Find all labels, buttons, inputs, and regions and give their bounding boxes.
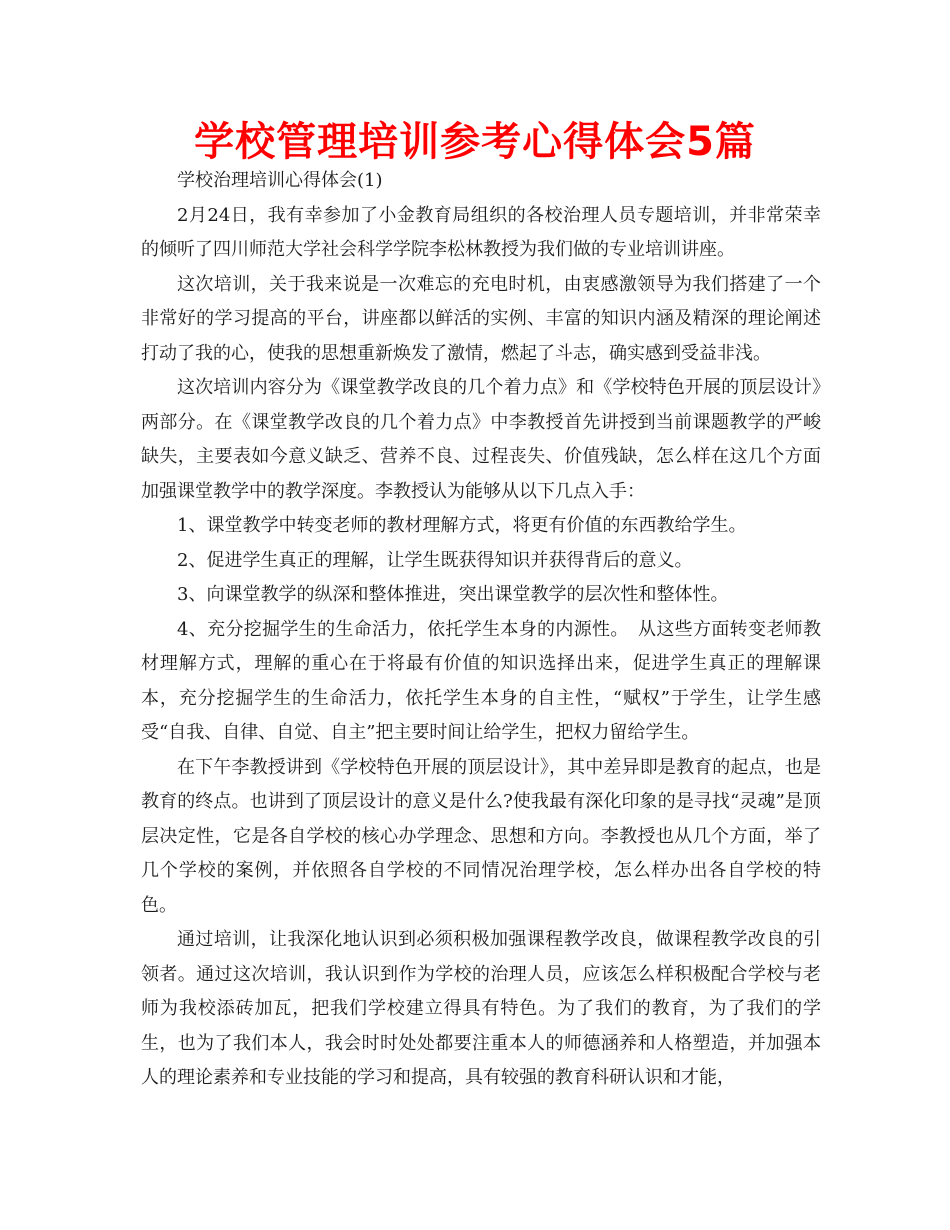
paragraph: 通过培训，让我深化地认识到必须积极加强课程教学改良，做课程教学改良的引领者。通过这次培训，我认识到作为学校的治理人员，应该怎么样积极配合学校与老师为我校添砖加瓦，把我们学校建立得具有特色。为了我们的教育，为了我们的学生，也为了我们本人，我会时时处处都要注重本人的师德涵养和人格塑造，并加强本人的理论素养和专业技能的学习和提高，具有较强的教育科研认识和才能，	[141, 929, 821, 1088]
list-item: 3、向课堂教学的纵深和整体推进，突出课堂教学的层次性和整体性。	[177, 584, 729, 605]
paragraph: 2月24日，我有幸参加了小金教育局组织的各校治理人员专题培训，并非常荣幸的倾听了四川师范大学社会科学学院李松林教授为我们做的专业培训讲座。	[141, 204, 821, 260]
section-heading: 学校治理培训心得体会(1)	[177, 170, 383, 191]
list-item: 2、促进学生真正的理解，让学生既获得知识并获得背后的意义。	[177, 549, 693, 571]
list-item: 1、课堂教学中转变老师的教材理解方式，将更有价值的东西教给学生。	[177, 515, 747, 536]
paragraph: 这次培训内容分为《课堂教学改良的几个着力点》和《学校特色开展的顶层设计》两部分。在《课堂教学改良的几个着力点》中李教授首先讲授到当前课题教学的严峻缺失，主要表如今意义缺乏、营养不良、过程丧失、价值残缺，怎么样在这几个方面加强课堂教学中的教学深度。李教授认为能够从以下几点入手：	[141, 377, 821, 502]
list-item: 4、充分挖掘学生的生命活力，依托学生本身的内源性。 从这些方面转变老师教材理解方式，理解的重心在于将最有价值的知识选择出来，促进学生真正的理解课本，充分挖掘学生的生命活力，依托学生本身的自主性，“赋权”于学生，让学生感受“自我、自律、自觉、自主”把主要时间让给学生，把权力留给学生。	[141, 618, 821, 743]
paragraph: 在下午李教授讲到《学校特色开展的顶层设计》，其中差异即是教育的起点，也是教育的终点。也讲到了顶层设计的意义是什么?使我最有深化印象的是寻找“灵魂”是顶层决定性，它是各自学校的核心办学理念、思想和方向。李教授也从几个方面，举了几个学校的案例，并依照各自学校的不同情况治理学校，怎么样办出各自学校的特色。	[141, 756, 821, 916]
document-body	[141, 164, 821, 1096]
document-title: 学校管理培训参考心得体会5篇	[194, 119, 756, 165]
paragraph: 这次培训，关于我来说是一次难忘的充电时机，由衷感激领导为我们搭建了一个非常好的学习提高的平台，讲座都以鲜活的实例、丰富的知识内涵及精深的理论阐述打动了我的心，使我的思想重新焕发了激情，燃起了斗志，确实感到受益非浅。	[141, 273, 821, 364]
